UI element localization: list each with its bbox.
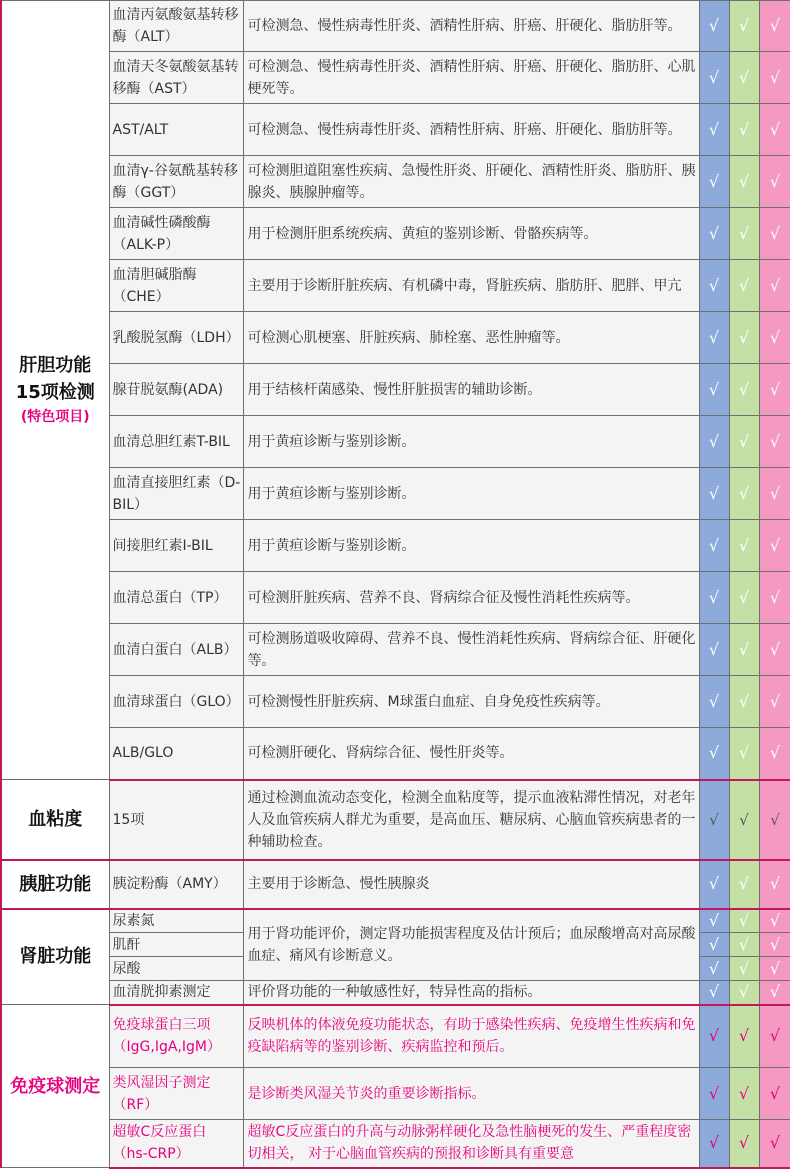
check-mark: √ [729,909,759,933]
item-name: 血清天冬氨酸氨基转移酶（AST） [109,52,243,104]
check-mark: √ [699,468,729,520]
check-mark: √ [699,780,729,860]
check-mark: √ [729,52,759,104]
item-description: 用于黄疸诊断与鉴别诊断。 [243,416,699,468]
table-row [1,1120,790,1168]
check-mark: √ [729,860,759,909]
check-mark: √ [759,860,790,909]
item-description: 可检测肝脏疾病、营养不良、肾病综合征及慢性消耗性疾病等。 [243,572,699,624]
table-row [1,312,790,364]
category-immune: 免疫球测定 [1,1005,109,1168]
check-mark: √ [729,1,759,52]
check-mark: √ [699,52,729,104]
item-name: 尿素氮 [109,909,243,933]
item-name: 免疫球蛋白三项（IgG,IgA,IgM） [109,1005,243,1068]
check-mark: √ [699,156,729,208]
table-row [1,728,790,780]
table-row [1,981,790,1005]
check-mark: √ [699,312,729,364]
check-mark: √ [699,1120,729,1168]
check-mark: √ [729,1005,759,1068]
check-mark: √ [729,104,759,156]
item-name: 血清碱性磷酸酶（ALK-P） [109,208,243,260]
category-viscosity: 血粘度 [1,780,109,860]
item-name: 超敏C反应蛋白（hs-CRP） [109,1120,243,1168]
check-mark: √ [699,860,729,909]
check-mark: √ [729,1068,759,1120]
check-mark: √ [729,156,759,208]
item-description: 用于黄疸诊断与鉴别诊断。 [243,468,699,520]
check-mark: √ [729,572,759,624]
check-mark: √ [729,260,759,312]
item-name: AST/ALT [109,104,243,156]
item-description: 用于肾功能评价，测定肾功能损害程度及估计预后；血尿酸增高对高尿酸血症、痛风有诊断意义。 [243,909,699,981]
check-mark: √ [729,1120,759,1168]
table-row [1,104,790,156]
check-mark: √ [699,260,729,312]
table-row [1,780,790,860]
check-mark: √ [759,208,790,260]
item-name: 血清丙氨酸氨基转移酶（ALT） [109,1,243,52]
table-row [1,1,790,52]
item-description: 可检测肝硬化、肾病综合征、慢性肝炎等。 [243,728,699,780]
category-title-line2: 15项检测 [15,382,95,403]
check-mark: √ [759,676,790,728]
item-description: 通过检测血流动态变化，检测全血粘度等，提示血液粘滞性情况，对老年人及血管疾病人群尤为重要，是高血压、糖尿病、心脑血管疾病患者的一种辅助检查。 [243,780,699,860]
item-name: 血清直接胆红素（D-BIL） [109,468,243,520]
check-mark: √ [699,1005,729,1068]
table-row [1,52,790,104]
check-mark: √ [759,572,790,624]
item-name: 胰淀粉酶（AMY） [109,860,243,909]
table-row [1,1068,790,1120]
check-mark: √ [729,933,759,957]
item-description: 可检测慢性肝脏疾病、M球蛋白血症、自身免疫性疾病等。 [243,676,699,728]
category-title-line1: 肝胆功能 [19,355,92,376]
item-description: 可检测胆道阻塞性疾病、急慢性肝炎、肝硬化、酒精性肝炎、脂肪肝、胰腺炎、胰腺肿瘤等。 [243,156,699,208]
check-mark: √ [699,981,729,1005]
item-description: 可检测急、慢性病毒性肝炎、酒精性肝病、肝癌、肝硬化、脂肪肝等。 [243,1,699,52]
check-mark: √ [699,676,729,728]
table-row [1,624,790,676]
item-name: 肌酐 [109,933,243,957]
category-kidney: 肾脏功能 [1,909,109,1005]
check-mark: √ [699,933,729,957]
check-mark: √ [729,520,759,572]
item-description: 可检测心肌梗塞、肝脏疾病、肺栓塞、恶性肿瘤等。 [243,312,699,364]
check-mark: √ [729,780,759,860]
table-row [1,860,790,909]
check-mark: √ [759,780,790,860]
table-row [1,416,790,468]
check-mark: √ [759,933,790,957]
table-row [1,909,790,933]
item-description: 反映机体的体液免疫功能状态，有助于感染性疾病、免疫增生性疾病和免疫缺陷病等的鉴别诊断、疾病监控和预后。 [243,1005,699,1068]
check-mark: √ [759,1005,790,1068]
table-row [1,156,790,208]
check-mark: √ [729,312,759,364]
check-mark: √ [759,1120,790,1168]
check-mark: √ [699,520,729,572]
table-row [1,468,790,520]
item-name: 类风湿因子测定（RF） [109,1068,243,1120]
category-pancreas: 胰脏功能 [1,860,109,909]
table-row [1,364,790,416]
check-mark: √ [759,957,790,981]
item-name: 腺苷脱氨酶(ADA) [109,364,243,416]
check-mark: √ [759,312,790,364]
item-description: 超敏C反应蛋白的升高与动脉粥样硬化及急性脑梗死的发生、严重程度密切相关， 对于心脑血管疾病的预报和诊断具有重要意 [243,1120,699,1168]
check-mark: √ [759,468,790,520]
item-description: 主要用于诊断肝脏疾病、有机磷中毒，肾脏疾病、脂肪肝、肥胖、甲亢 [243,260,699,312]
check-mark: √ [729,468,759,520]
check-mark: √ [729,624,759,676]
item-description: 可检测急、慢性病毒性肝炎、酒精性肝病、肝癌、肝硬化、脂肪肝、心肌梗死等。 [243,52,699,104]
item-name: 血清胆碱脂酶（CHE） [109,260,243,312]
check-mark: √ [699,624,729,676]
item-description: 是诊断类风湿关节炎的重要诊断指标。 [243,1068,699,1120]
check-mark: √ [759,1,790,52]
check-mark: √ [729,416,759,468]
item-description: 评价肾功能的一种敏感性好，特异性高的指标。 [243,981,699,1005]
check-mark: √ [759,981,790,1005]
table-row [1,208,790,260]
check-mark: √ [699,909,729,933]
table-row [1,572,790,624]
item-description: 用于结核杆菌感染、慢性肝脏损害的辅助诊断。 [243,364,699,416]
check-mark: √ [759,156,790,208]
check-mark: √ [759,52,790,104]
table-row [1,520,790,572]
item-name: 尿酸 [109,957,243,981]
check-mark: √ [699,728,729,780]
item-description: 可检测肠道吸收障碍、营养不良、慢性消耗性疾病、肾病综合征、肝硬化等。 [243,624,699,676]
item-name: 15项 [109,780,243,860]
check-mark: √ [729,957,759,981]
item-description: 主要用于诊断急、慢性胰腺炎 [243,860,699,909]
check-mark: √ [699,1068,729,1120]
item-name: 血清白蛋白（ALB） [109,624,243,676]
check-mark: √ [699,364,729,416]
table-row [1,676,790,728]
check-mark: √ [699,416,729,468]
check-mark: √ [699,957,729,981]
check-mark: √ [729,208,759,260]
check-mark: √ [759,104,790,156]
item-description: 可检测急、慢性病毒性肝炎、酒精性肝病、肝癌、肝硬化、脂肪肝等。 [243,104,699,156]
item-name: ALB/GLO [109,728,243,780]
check-mark: √ [729,981,759,1005]
item-name: 血清球蛋白（GLO） [109,676,243,728]
table-row [1,1005,790,1068]
item-name: 血清γ-谷氨酰基转移酶（GGT） [109,156,243,208]
item-name: 血清总蛋白（TP） [109,572,243,624]
category-subtitle: (特色项目) [20,409,90,425]
check-mark: √ [699,1,729,52]
check-mark: √ [699,104,729,156]
check-mark: √ [729,728,759,780]
check-mark: √ [759,728,790,780]
check-mark: √ [729,676,759,728]
check-mark: √ [759,260,790,312]
check-mark: √ [759,1068,790,1120]
item-name: 血清总胆红素T-BIL [109,416,243,468]
item-description: 用于黄疸诊断与鉴别诊断。 [243,520,699,572]
item-name: 间接胆红素I-BIL [109,520,243,572]
check-mark: √ [729,364,759,416]
item-name: 血清胱抑素测定 [109,981,243,1005]
category-liver [1,1,109,780]
check-mark: √ [759,364,790,416]
table-row [1,260,790,312]
item-description: 用于检测肝胆系统疾病、黄疸的鉴别诊断、骨骼疾病等。 [243,208,699,260]
check-mark: √ [759,520,790,572]
check-mark: √ [699,208,729,260]
check-mark: √ [759,909,790,933]
check-mark: √ [759,624,790,676]
item-name: 乳酸脱氢酶（LDH） [109,312,243,364]
check-mark: √ [759,416,790,468]
check-mark: √ [699,572,729,624]
